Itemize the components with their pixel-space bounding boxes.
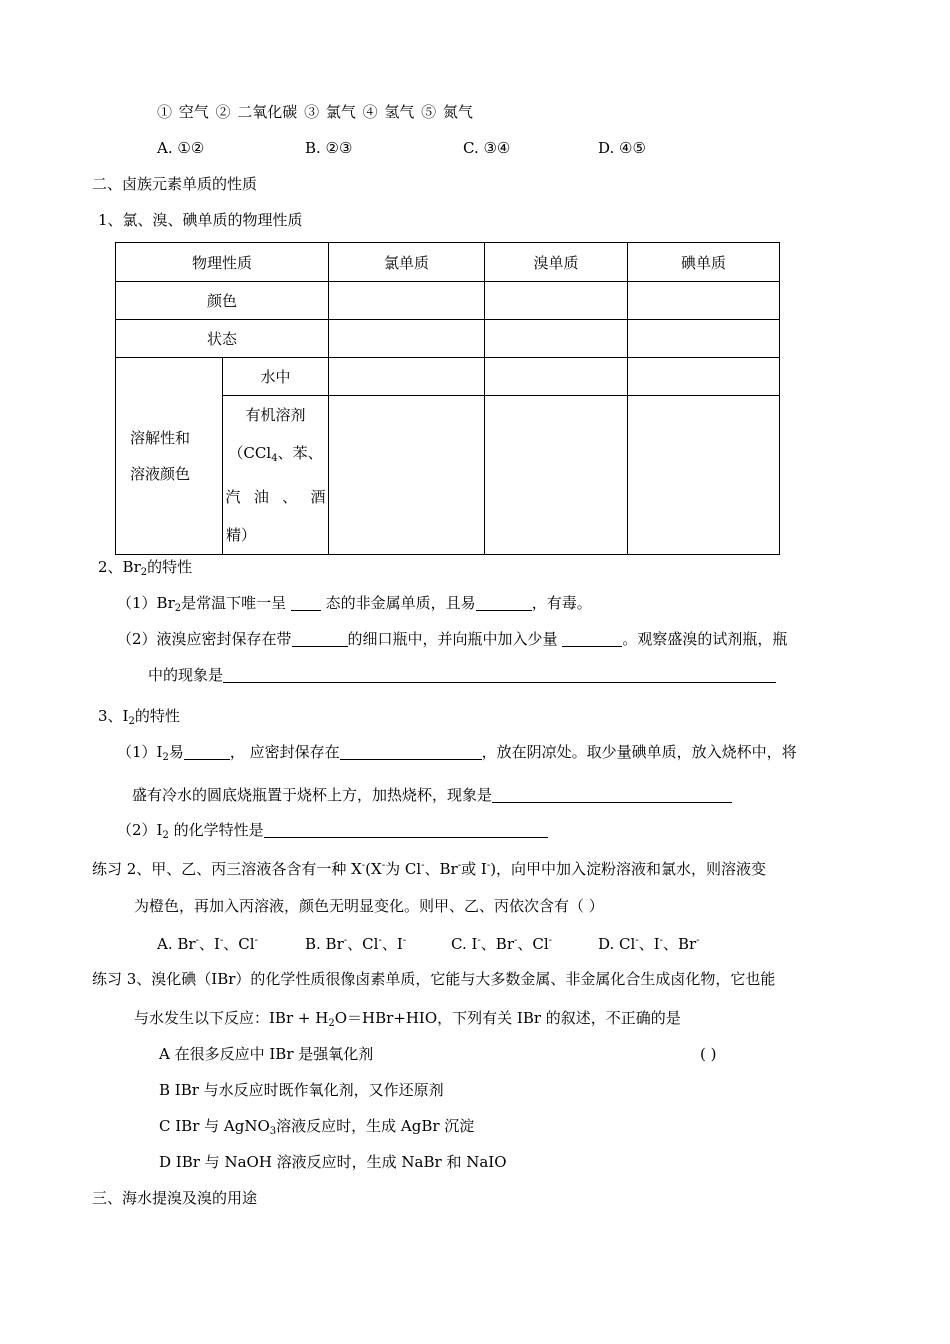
cell-bromine-state: [485, 320, 628, 358]
br2-water-blank[interactable]: [562, 630, 622, 647]
br2-phenomenon-blank[interactable]: [223, 666, 776, 683]
br2-volatile-blank[interactable]: [476, 594, 532, 611]
header-iodine: 碘单质: [628, 243, 780, 282]
exercise-2-option-d: D. Cl-、I-、Br-: [598, 935, 700, 953]
q1-option-c: C. ③④: [463, 139, 511, 157]
organic-label-line-1: 有机溶剂: [245, 406, 306, 424]
i2-phenomenon-blank[interactable]: [492, 786, 732, 803]
q1-option-b: B. ②③: [305, 139, 353, 157]
organic-label-line-4: 精）: [226, 526, 257, 544]
br2-point-1: $(1)Br_2$是常温下唯一呈 态的非金属单质，且易 ，有毒。: [117, 594, 592, 614]
exercise-3-answer-bracket: ( ): [700, 1045, 717, 1063]
q1-option-a: A. ①②: [157, 139, 205, 157]
exercise-2-option-b: B. Br-、Cl-、I-: [305, 935, 407, 953]
solubility-label-line-2: 溶液颜色: [130, 465, 191, 483]
i2-sublime-blank[interactable]: [184, 743, 230, 760]
section-3-title: 三、海水提溴及溴的用途: [92, 1189, 258, 1207]
row-label-organic-solvent: [223, 396, 329, 555]
exercise-3-line-1: 练习 3、溴化碘（IBr）的化学性质很像卤素单质，它能与大多数金属、非金属化合生成卤化物，它也能: [92, 970, 776, 988]
br2-title: 2、$Br_2$的特性: [98, 558, 193, 578]
table-header-row: [116, 243, 780, 282]
section-2-subtitle-1: 1、氯、溴、碘单质的物理性质: [98, 211, 303, 229]
exercise-2-line-2: 为橙色，再加入丙溶液，颜色无明显变化。则甲、乙、丙依次含有（ ）: [134, 897, 604, 915]
row-label-water: 水中: [223, 358, 329, 396]
q1-options-line: ① 空气 ② 二氧化碳 ③ 氯气 ④ 氢气 ⑤ 氮气: [157, 103, 473, 121]
exercise-3-option-a: A 在很多反应中 IBr 是强氧化剂: [159, 1045, 374, 1063]
exercise-3-option-b: B IBr 与水反应时既作氧化剂，又作还原剂: [159, 1081, 444, 1099]
i2-point-1: $(1)I_2$易 ， 应密封保存在 ，放在阴凉处。取少量碘单质，放入烧杯中，将: [117, 743, 797, 763]
br2-stopper-blank[interactable]: [292, 630, 348, 647]
cell-bromine-water: [485, 358, 628, 396]
header-bromine: 溴单质: [485, 243, 628, 282]
exercise-3-option-d: D IBr 与 NaOH 溶液反应时，生成 NaBr 和 NaIO: [159, 1153, 507, 1171]
exercise-2-option-a: A. Br-、I-、Cl-: [157, 935, 258, 953]
i2-title: 3、$I_2$的特性: [98, 707, 180, 727]
header-chlorine: 氯单质: [329, 243, 485, 282]
section-2-title: 二、卤族元素单质的性质: [92, 175, 258, 193]
organic-label-line-3: 汽 油 、 酒: [225, 488, 326, 506]
cell-bromine-organic: [485, 396, 628, 555]
cell-iodine-state: [628, 320, 780, 358]
exercise-3-option-c: C IBr 与 AgNO$_3$溶液反应时，生成 AgBr 沉淀: [159, 1117, 475, 1137]
cell-chlorine-color: [329, 282, 485, 320]
br2-point-3: 中的现象是: [148, 665, 776, 685]
table-row-color: [116, 282, 780, 320]
q1-option-d: D. ④⑤: [598, 139, 646, 157]
exercise-2-option-c: C. I-、Br-、Cl-: [451, 935, 553, 953]
i2-point-2: 盛有冷水的圆底烧瓶置于烧杯上方，加热烧杯，现象是: [132, 785, 732, 805]
solubility-label-line-1: 溶解性和: [130, 429, 191, 447]
i2-chemical-blank[interactable]: [264, 821, 548, 838]
cell-chlorine-water: [329, 358, 485, 396]
header-physical-property: 物理性质: [116, 243, 329, 282]
exercise-2-line-1: 练习 2、甲、乙、丙三溶液各含有一种 X-(X-为 Cl-、Br-或 I-)，向甲中加入淀粉溶液和氯水，则溶液变: [92, 860, 767, 878]
physical-properties-table: [115, 242, 780, 555]
table-row-state: [116, 320, 780, 358]
i2-storage-blank[interactable]: [340, 743, 482, 760]
cell-chlorine-state: [329, 320, 485, 358]
organic-label-line-2: （CCl$_4$、苯、: [228, 444, 323, 464]
exercise-3-line-2: 与水发生以下反应：IBr + $H_2O=HBr+HIO$，下列有关 IBr 的叙述，不正确的是: [134, 1009, 681, 1029]
row-label-color: 颜色: [116, 282, 329, 320]
cell-iodine-water: [628, 358, 780, 396]
row-label-state: 状态: [116, 320, 329, 358]
br2-point-2: （2）液溴应密封保存在带 的细口瓶中，并向瓶中加入少量 。观察盛溴的试剂瓶，瓶: [117, 630, 788, 648]
cell-iodine-organic: [628, 396, 780, 555]
table-row-water: [116, 358, 780, 396]
br2-state-blank[interactable]: [291, 594, 321, 611]
cell-iodine-color: [628, 282, 780, 320]
cell-bromine-color: [485, 282, 628, 320]
row-label-solubility: [116, 358, 223, 555]
cell-chlorine-organic: [329, 396, 485, 555]
i2-point-3: $(2)I_2$ 的化学特性是: [117, 820, 548, 846]
